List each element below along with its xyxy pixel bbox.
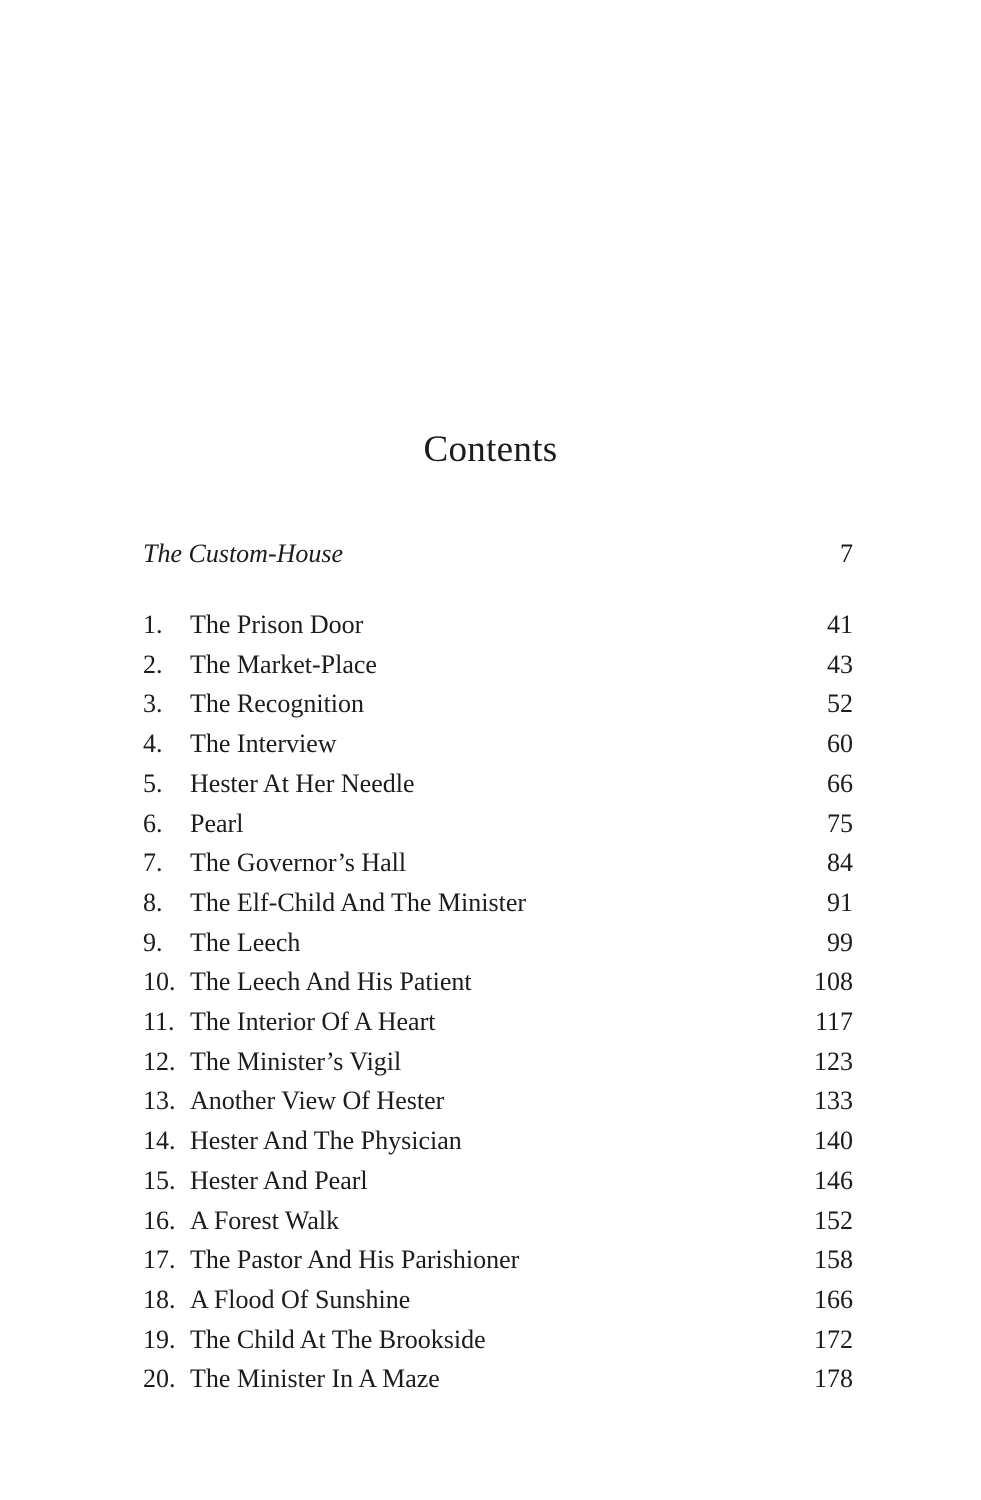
chapter-number: 17. [143, 1245, 176, 1275]
toc-entry [143, 845, 853, 881]
chapter-page-number: 133 [814, 1086, 853, 1116]
toc-entry [143, 964, 853, 1000]
toc-entry [143, 806, 853, 842]
chapter-number: 15. [143, 1165, 176, 1195]
toc-entry [143, 885, 853, 921]
chapter-page-number: 152 [814, 1205, 853, 1235]
toc-entry [143, 1242, 853, 1278]
chapter-title: Pearl [190, 808, 244, 838]
chapter-page-number: 123 [814, 1046, 853, 1076]
toc-entry [143, 1203, 853, 1239]
chapter-page-number: 140 [814, 1126, 853, 1156]
chapter-page-number: 91 [827, 887, 853, 917]
toc-entry [143, 607, 853, 643]
chapter-number: 1. [143, 610, 163, 639]
chapter-number: 8. [143, 887, 163, 917]
chapter-page-number: 41 [827, 610, 853, 639]
chapter-title: The Child At The Brookside [190, 1324, 486, 1354]
chapter-number: 18. [143, 1284, 176, 1314]
chapter-page-number: 43 [827, 649, 853, 679]
toc-entry [143, 1083, 853, 1119]
chapter-title: The Interior Of A Heart [190, 1007, 436, 1036]
chapter-number: 2. [143, 649, 163, 679]
toc-entry [143, 1004, 853, 1040]
chapter-page-number: 60 [827, 729, 853, 759]
chapter-page-number: 108 [814, 967, 853, 997]
chapter-number: 7. [143, 848, 163, 878]
chapter-title: A Flood Of Sunshine [190, 1284, 411, 1314]
chapter-title: The Governor’s Hall [190, 848, 407, 878]
chapter-page-number: 75 [827, 808, 853, 838]
chapter-number: 5. [143, 768, 163, 798]
chapter-title: Hester And The Physician [190, 1126, 462, 1156]
chapter-title: The Minister In A Maze [190, 1364, 440, 1394]
toc-entry-label: The Custom-House [143, 539, 344, 568]
chapter-title: Hester And Pearl [190, 1165, 368, 1195]
toc-entry [143, 1044, 853, 1080]
toc-entry [143, 766, 853, 802]
chapter-title: Another View Of Hester [190, 1086, 445, 1116]
chapter-number: 14. [143, 1126, 176, 1156]
chapter-number: 11. [143, 1007, 175, 1036]
chapter-title: The Pastor And His Parishioner [190, 1245, 520, 1275]
toc-entry [143, 925, 853, 961]
chapter-title: The Recognition [190, 689, 365, 719]
chapter-title: The Prison Door [190, 610, 364, 639]
chapter-number: 13. [143, 1086, 176, 1116]
chapter-number: 6. [143, 808, 163, 838]
chapter-title: The Elf-Child And The Minister [190, 887, 527, 917]
chapter-number: 19. [143, 1324, 176, 1354]
chapter-number: 10. [143, 967, 176, 997]
chapter-number: 20. [143, 1364, 176, 1394]
chapter-title: Hester At Her Needle [190, 768, 415, 798]
chapter-page-number: 166 [814, 1284, 853, 1314]
toc-entry [143, 1123, 853, 1159]
toc-entry [143, 726, 853, 762]
chapter-title: The Minister’s Vigil [190, 1046, 402, 1076]
toc-entry [143, 1322, 853, 1358]
chapter-title: A Forest Walk [190, 1205, 340, 1235]
chapter-number: 12. [143, 1046, 176, 1076]
toc-entry [143, 686, 853, 722]
page-title: Contents [423, 429, 558, 470]
chapter-page-number: 52 [827, 689, 853, 719]
chapter-page-number: 172 [814, 1324, 853, 1354]
chapter-number: 16. [143, 1205, 176, 1235]
toc-entry [143, 647, 853, 683]
chapter-page-number: 146 [814, 1165, 853, 1195]
toc-entry [143, 1163, 853, 1199]
chapter-page-number: 66 [827, 768, 853, 798]
chapter-page-number: 158 [814, 1245, 853, 1275]
chapter-title: The Leech [190, 927, 301, 957]
chapter-title: The Interview [190, 729, 337, 759]
chapter-page-number: 99 [827, 927, 853, 957]
chapter-number: 9. [143, 927, 163, 957]
chapter-page-number: 84 [827, 848, 853, 878]
chapter-title: The Market-Place [190, 649, 377, 679]
toc-entry [143, 1282, 853, 1318]
chapter-page-number: 178 [814, 1364, 853, 1394]
chapter-title: The Leech And His Patient [190, 967, 472, 997]
chapter-page-number: 117 [814, 1007, 853, 1036]
toc-entry-page: 7 [840, 539, 853, 568]
toc-entry [143, 1361, 853, 1397]
chapter-number: 4. [143, 729, 163, 759]
toc-entry-intro [143, 536, 853, 572]
chapter-number: 3. [143, 689, 163, 719]
